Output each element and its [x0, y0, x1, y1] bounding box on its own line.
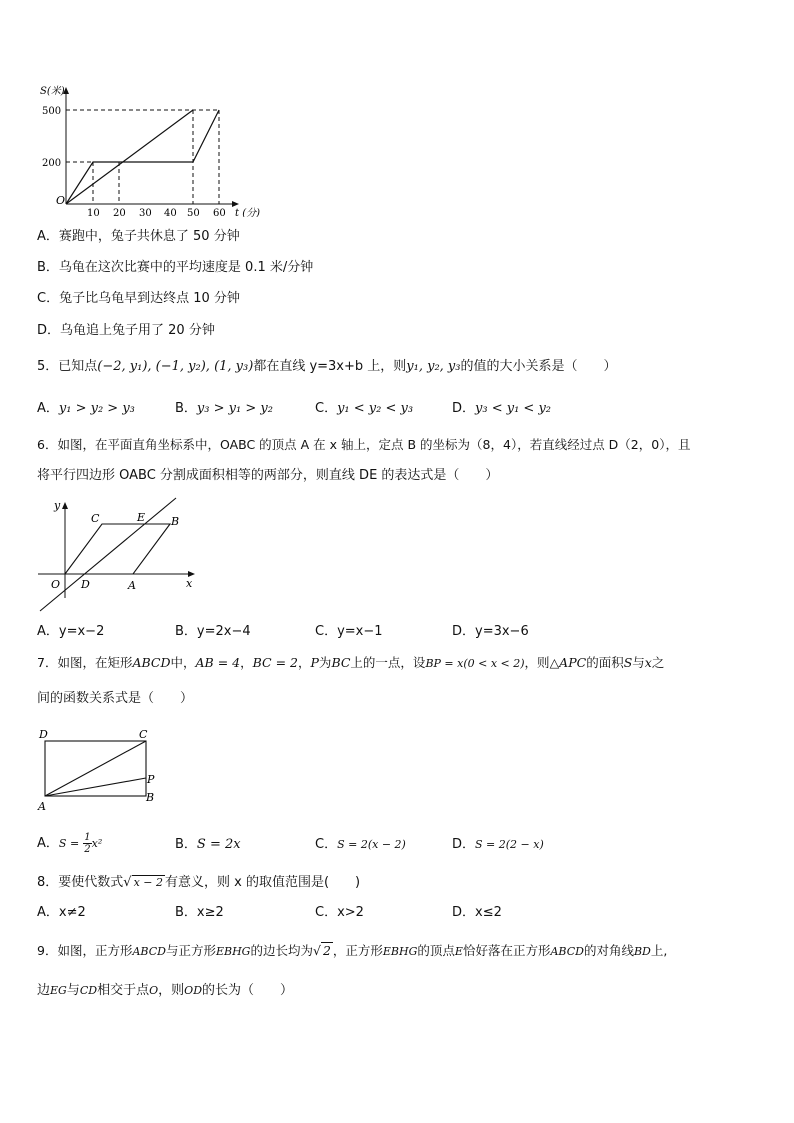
q6-label-e: E [137, 511, 146, 524]
q4-rabbit-line [66, 110, 219, 204]
q4-y-tick-500: 500 [42, 106, 62, 117]
q4-x-tick-50: 50 [187, 208, 200, 217]
q7-label-d: D [39, 728, 48, 741]
q7-option-c: C．S = 2(x − 2) [315, 837, 406, 852]
q4-distance-time-graph [34, 82, 274, 217]
q7-label-a: A [38, 800, 46, 813]
q7-stem-line1: 7．如图，在矩形ABCD中，AB = 4，BC = 2，P为BC上的一点，设BP = x(0 < x < 2)，则△APC的面积S与x之 [37, 655, 665, 670]
q4-x-label: t (分) [235, 208, 260, 217]
q6-option-c: C．y=x−1 [315, 624, 383, 639]
q6-label-a: A [128, 579, 136, 592]
q5-stem-mid: 都在直线 y=3x+b 上，则 [253, 359, 407, 374]
q8-option-d: D．x≤2 [452, 905, 502, 920]
q4-tortoise-line [66, 110, 193, 204]
q7-label-b: B [146, 791, 155, 804]
q4-x-tick-30: 30 [139, 208, 152, 217]
q5-points: (−2, y₁), (−1, y₂), (1, y₃) [97, 359, 254, 374]
q8-option-a: A．x≠2 [37, 905, 86, 920]
q4-option-c: C．兔子比乌龟早到达终点 10 分钟 [37, 291, 240, 306]
q6-label-o: O [51, 578, 61, 591]
q4-y-tick-200: 200 [42, 158, 62, 169]
q8-option-c: C．x>2 [315, 905, 364, 920]
q4-x-tick-40: 40 [164, 208, 177, 217]
q4-y-label: S(米) [40, 86, 65, 97]
q6-label-d: D [81, 578, 90, 591]
q6-option-b: B．y=2x−4 [175, 624, 251, 639]
q7-figure [34, 723, 164, 815]
q7-option-a: A．S = $\frac{1}{2}$ x² [37, 832, 103, 855]
q4-x-tick-20: 20 [113, 208, 126, 217]
q5-option-b: B．y₃ > y₁ > y₂ [175, 401, 273, 416]
q7-option-b: B．S = 2x [175, 837, 241, 852]
q6-stem-line2: 将平行四边形 OABC 分割成面积相等的两部分，则直线 DE 的表达式是（ ） [37, 468, 499, 483]
q9-sqrt: √ 2 [312, 943, 331, 958]
q8-sqrt: √ x − 2 [123, 875, 163, 890]
q6-stem-line1: 6．如图，在平面直角坐标系中，OABC 的顶点 A 在 x 轴上，定点 B 的坐标为（8，4），若直线经过点 D（2，0），且 [37, 437, 691, 452]
q5-stem-suffix: 的值的大小关系是（ ） [460, 359, 617, 374]
q6-y-axis-arrow [62, 502, 68, 509]
q9-stem-line1: 9．如图，正方形ABCD与正方形EBHG的边长均为√ 2 ，正方形EBHG的顶点E恰好落在正方形ABCD的对角线BD上, [37, 943, 668, 958]
q6-line-de [40, 498, 176, 611]
q6-parallelogram [65, 524, 170, 574]
q8-option-b: B．x≥2 [175, 905, 224, 920]
q4-x-tick-10: 10 [87, 208, 100, 217]
q5-vars: y₁, y₂, y₃ [406, 359, 461, 374]
q7-label-p: P [147, 773, 155, 786]
q7-option-a-fraction: $\frac{1}{2}$ [84, 832, 91, 855]
q5-stem-prefix: 5．已知点 [37, 359, 98, 374]
q6-label-y: y [54, 499, 61, 512]
q4-option-b: B．乌龟在这次比赛中的平均速度是 0.1 米/分钟 [37, 260, 314, 275]
q4-origin: O [56, 194, 66, 207]
q9-stem-line2: 边EG与CD相交于点O，则OD的长为（ ） [37, 983, 294, 998]
q4-x-tick-60: 60 [213, 208, 226, 217]
q7-option-d: D．S = 2(2 − x) [452, 837, 544, 852]
q7-label-c: C [139, 728, 148, 741]
q6-label-x: x [186, 577, 193, 590]
q4-option-d: D．乌龟追上兔子用了 20 分钟 [37, 323, 215, 338]
q4-option-a: A．赛跑中，兔子共休息了 50 分钟 [37, 229, 240, 244]
q5-stem [37, 358, 617, 376]
q8-stem: 8．要使代数式√ x − 2 有意义，则 x 的取值范围是( ) [37, 875, 361, 890]
q6-figure [34, 493, 204, 618]
q7-stem-line2: 间的函数关系式是（ ） [37, 691, 194, 706]
q5-option-a: A．y₁ > y₂ > y₃ [37, 401, 135, 416]
q7-segment-ap [45, 778, 146, 796]
q6-option-a: A．y=x−2 [37, 624, 105, 639]
q5-option-d: D．y₃ < y₁ < y₂ [452, 401, 551, 416]
q5-option-c: C．y₁ < y₂ < y₃ [315, 401, 414, 416]
q7-segment-ac [45, 741, 146, 796]
q6-option-d: D．y=3x−6 [452, 624, 529, 639]
q6-label-c: C [91, 512, 100, 525]
q6-label-b: B [171, 515, 180, 528]
q4-x-axis-arrow [232, 201, 239, 207]
